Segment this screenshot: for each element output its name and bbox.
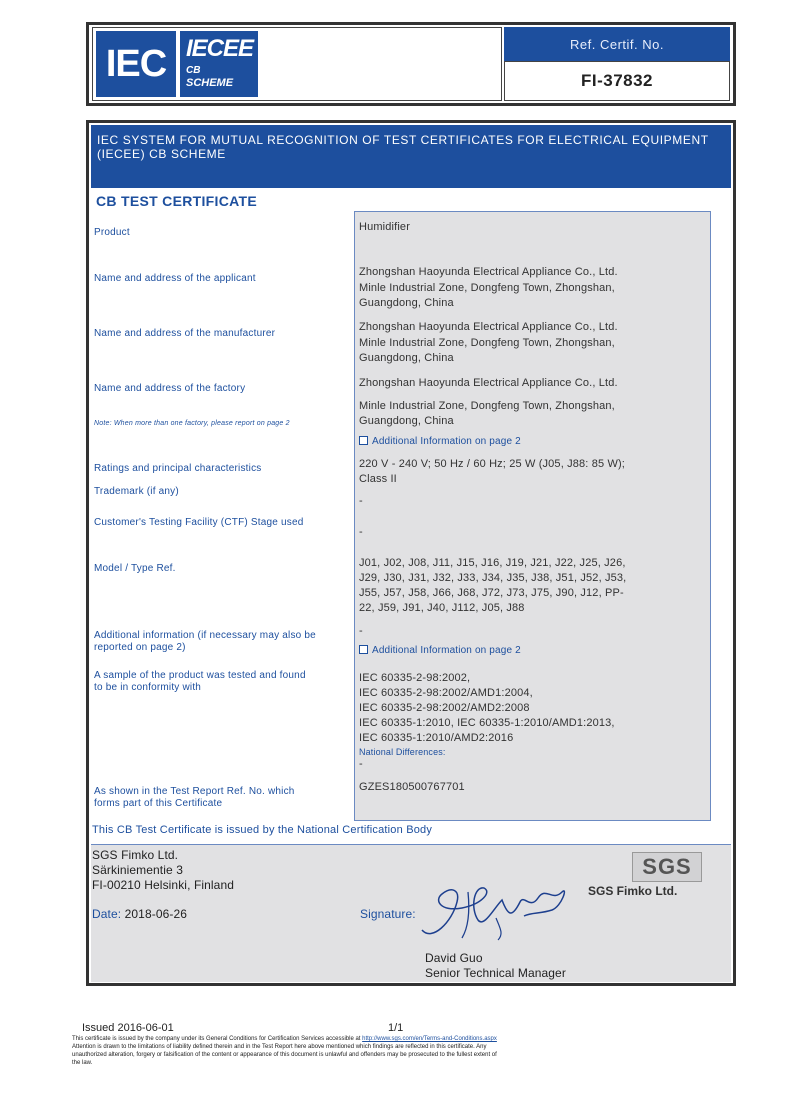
value-standard-5: IEC 60335-1:2010/AMD2:2016: [359, 732, 514, 744]
issue-date-value: 2018-06-26: [124, 907, 188, 921]
label-model: Model / Type Ref.: [94, 563, 176, 574]
signature-image: [412, 872, 582, 944]
label-applicant: Name and address of the applicant: [94, 273, 256, 284]
value-manufacturer-3: Guangdong, China: [359, 352, 454, 364]
label-factory-note: Note: When more than one factory, please report on page 2: [94, 420, 290, 427]
value-standard-1: IEC 60335-2-98:2002,: [359, 672, 471, 684]
value-additional: -: [359, 625, 363, 637]
checkbox-icon: [359, 645, 368, 654]
additional-info-checkbox-2[interactable]: [359, 644, 521, 658]
label-sample-1: A sample of the product was tested and found: [94, 670, 306, 681]
additional-info-checkbox-2-label: Additional Information on page 2: [372, 645, 521, 656]
disclaimer-text-1: This certificate is issued by the company under its General Conditions for Certification Services accessible at: [72, 1036, 361, 1042]
certificate-title: CB TEST CERTIFICATE: [96, 193, 257, 209]
label-factory: Name and address of the factory: [94, 383, 246, 394]
ref-certif-number: FI-37832: [504, 61, 730, 101]
label-manufacturer: Name and address of the manufacturer: [94, 328, 276, 339]
label-ctf: Customer's Testing Facility (CTF) Stage used: [94, 517, 304, 528]
value-standard-4: IEC 60335-1:2010, IEC 60335-1:2010/AMD1:2013,: [359, 717, 615, 729]
iecee-logo-cb: CB: [186, 65, 201, 76]
sgs-logo: SGS: [632, 852, 702, 882]
value-standard-2: IEC 60335-2-98:2002/AMD1:2004,: [359, 687, 533, 699]
disclaimer-line-3: unauthorized alteration, forgery or falsification of the content or appearance of this document is unlawful and offenders may be prosecuted to the fullest extent of: [72, 1052, 497, 1058]
additional-info-checkbox-1-label: Additional Information on page 2: [372, 436, 521, 447]
iec-logo-text: IEC: [105, 42, 167, 85]
value-model-2: J29, J30, J31, J32, J33, J34, J35, J38, J51, J52, J53,: [359, 572, 627, 584]
issue-date-label: Date:: [92, 907, 122, 921]
ref-certif-title: Ref. Certif. No.: [504, 27, 730, 61]
value-product: Humidifier: [359, 221, 411, 233]
signer-title: Senior Technical Manager: [425, 966, 566, 980]
issuer-name: SGS Fimko Ltd.: [92, 848, 179, 862]
value-factory-2: Minle Industrial Zone, Dongfeng Town, Zhongshan,: [359, 400, 615, 412]
value-manufacturer-2: Minle Industrial Zone, Dongfeng Town, Zhongshan,: [359, 337, 615, 349]
value-applicant-3: Guangdong, China: [359, 297, 454, 309]
signature-label: Signature:: [360, 907, 416, 921]
issue-date: [92, 907, 187, 922]
value-ctf: -: [359, 526, 363, 538]
value-factory-1: Zhongshan Haoyunda Electrical Appliance Co., Ltd.: [359, 377, 618, 389]
value-model-3: J55, J57, J58, J66, J68, J72, J73, J75, J90, J12, PP-: [359, 587, 624, 599]
value-national-differences: -: [359, 758, 363, 770]
sgs-company-name: SGS Fimko Ltd.: [588, 884, 678, 898]
value-standard-3: IEC 60335-2-98:2002/AMD2:2008: [359, 702, 530, 714]
value-national-differences-label: National Differences:: [359, 747, 446, 757]
iecee-logo-scheme: SCHEME: [186, 77, 234, 89]
page-number: 1/1: [388, 1022, 404, 1034]
value-trademark: -: [359, 495, 363, 507]
label-additional-1: Additional information (if necessary may also be: [94, 630, 316, 641]
iec-logo: [96, 31, 176, 97]
issuer-street: Särkiniementie 3: [92, 863, 183, 877]
signer-name: David Guo: [425, 951, 483, 965]
disclaimer-line-1: [72, 1036, 722, 1044]
disclaimer-line-2: Attention is drawn to the limitations of liability defined therein and in the Test Report here above mentioned which findings are reflected in this certificate. Any: [72, 1044, 487, 1050]
checkbox-icon: [359, 436, 368, 445]
disclaimer-line-4: the law.: [72, 1060, 93, 1066]
iecee-logo-text: IECEE: [186, 35, 254, 62]
value-manufacturer-1: Zhongshan Haoyunda Electrical Appliance Co., Ltd.: [359, 321, 618, 333]
value-factory-3: Guangdong, China: [359, 415, 454, 427]
label-report-2: forms part of this Certificate: [94, 798, 223, 809]
value-applicant-2: Minle Industrial Zone, Dongfeng Town, Zhongshan,: [359, 282, 615, 294]
value-report-no: GZES180500767701: [359, 781, 465, 793]
value-model-4: 22, J59, J91, J40, J112, J05, J88: [359, 602, 525, 614]
terms-link[interactable]: http://www.sgs.com/en/Terms-and-Conditions.aspx: [362, 1036, 497, 1042]
issuer-city: FI-00210 Helsinki, Finland: [92, 878, 235, 892]
label-trademark: Trademark (if any): [94, 486, 179, 497]
issued-date-footer: Issued 2016-06-01: [82, 1022, 174, 1034]
label-report-1: As shown in the Test Report Ref. No. which: [94, 786, 295, 797]
value-ratings-1: 220 V - 240 V; 50 Hz / 60 Hz; 25 W (J05, J88: 85 W);: [359, 458, 626, 470]
iecee-logo: [180, 31, 258, 97]
label-product: Product: [94, 227, 130, 238]
label-ratings: Ratings and principal characteristics: [94, 463, 262, 474]
issued-by-line: This CB Test Certificate is issued by the National Certification Body: [92, 824, 433, 836]
value-model-1: J01, J02, J08, J11, J15, J16, J19, J21, J22, J25, J26,: [359, 557, 626, 569]
label-additional-2: reported on page 2): [94, 642, 186, 653]
value-ratings-2: Class II: [359, 473, 397, 485]
scheme-banner: IEC SYSTEM FOR MUTUAL RECOGNITION OF TEST CERTIFICATES FOR ELECTRICAL EQUIPMENT (IECEE) CB SCHEME: [91, 125, 731, 188]
value-applicant-1: Zhongshan Haoyunda Electrical Appliance Co., Ltd.: [359, 266, 618, 278]
label-sample-2: to be in conformity with: [94, 682, 202, 693]
additional-info-checkbox-1[interactable]: [359, 435, 521, 449]
